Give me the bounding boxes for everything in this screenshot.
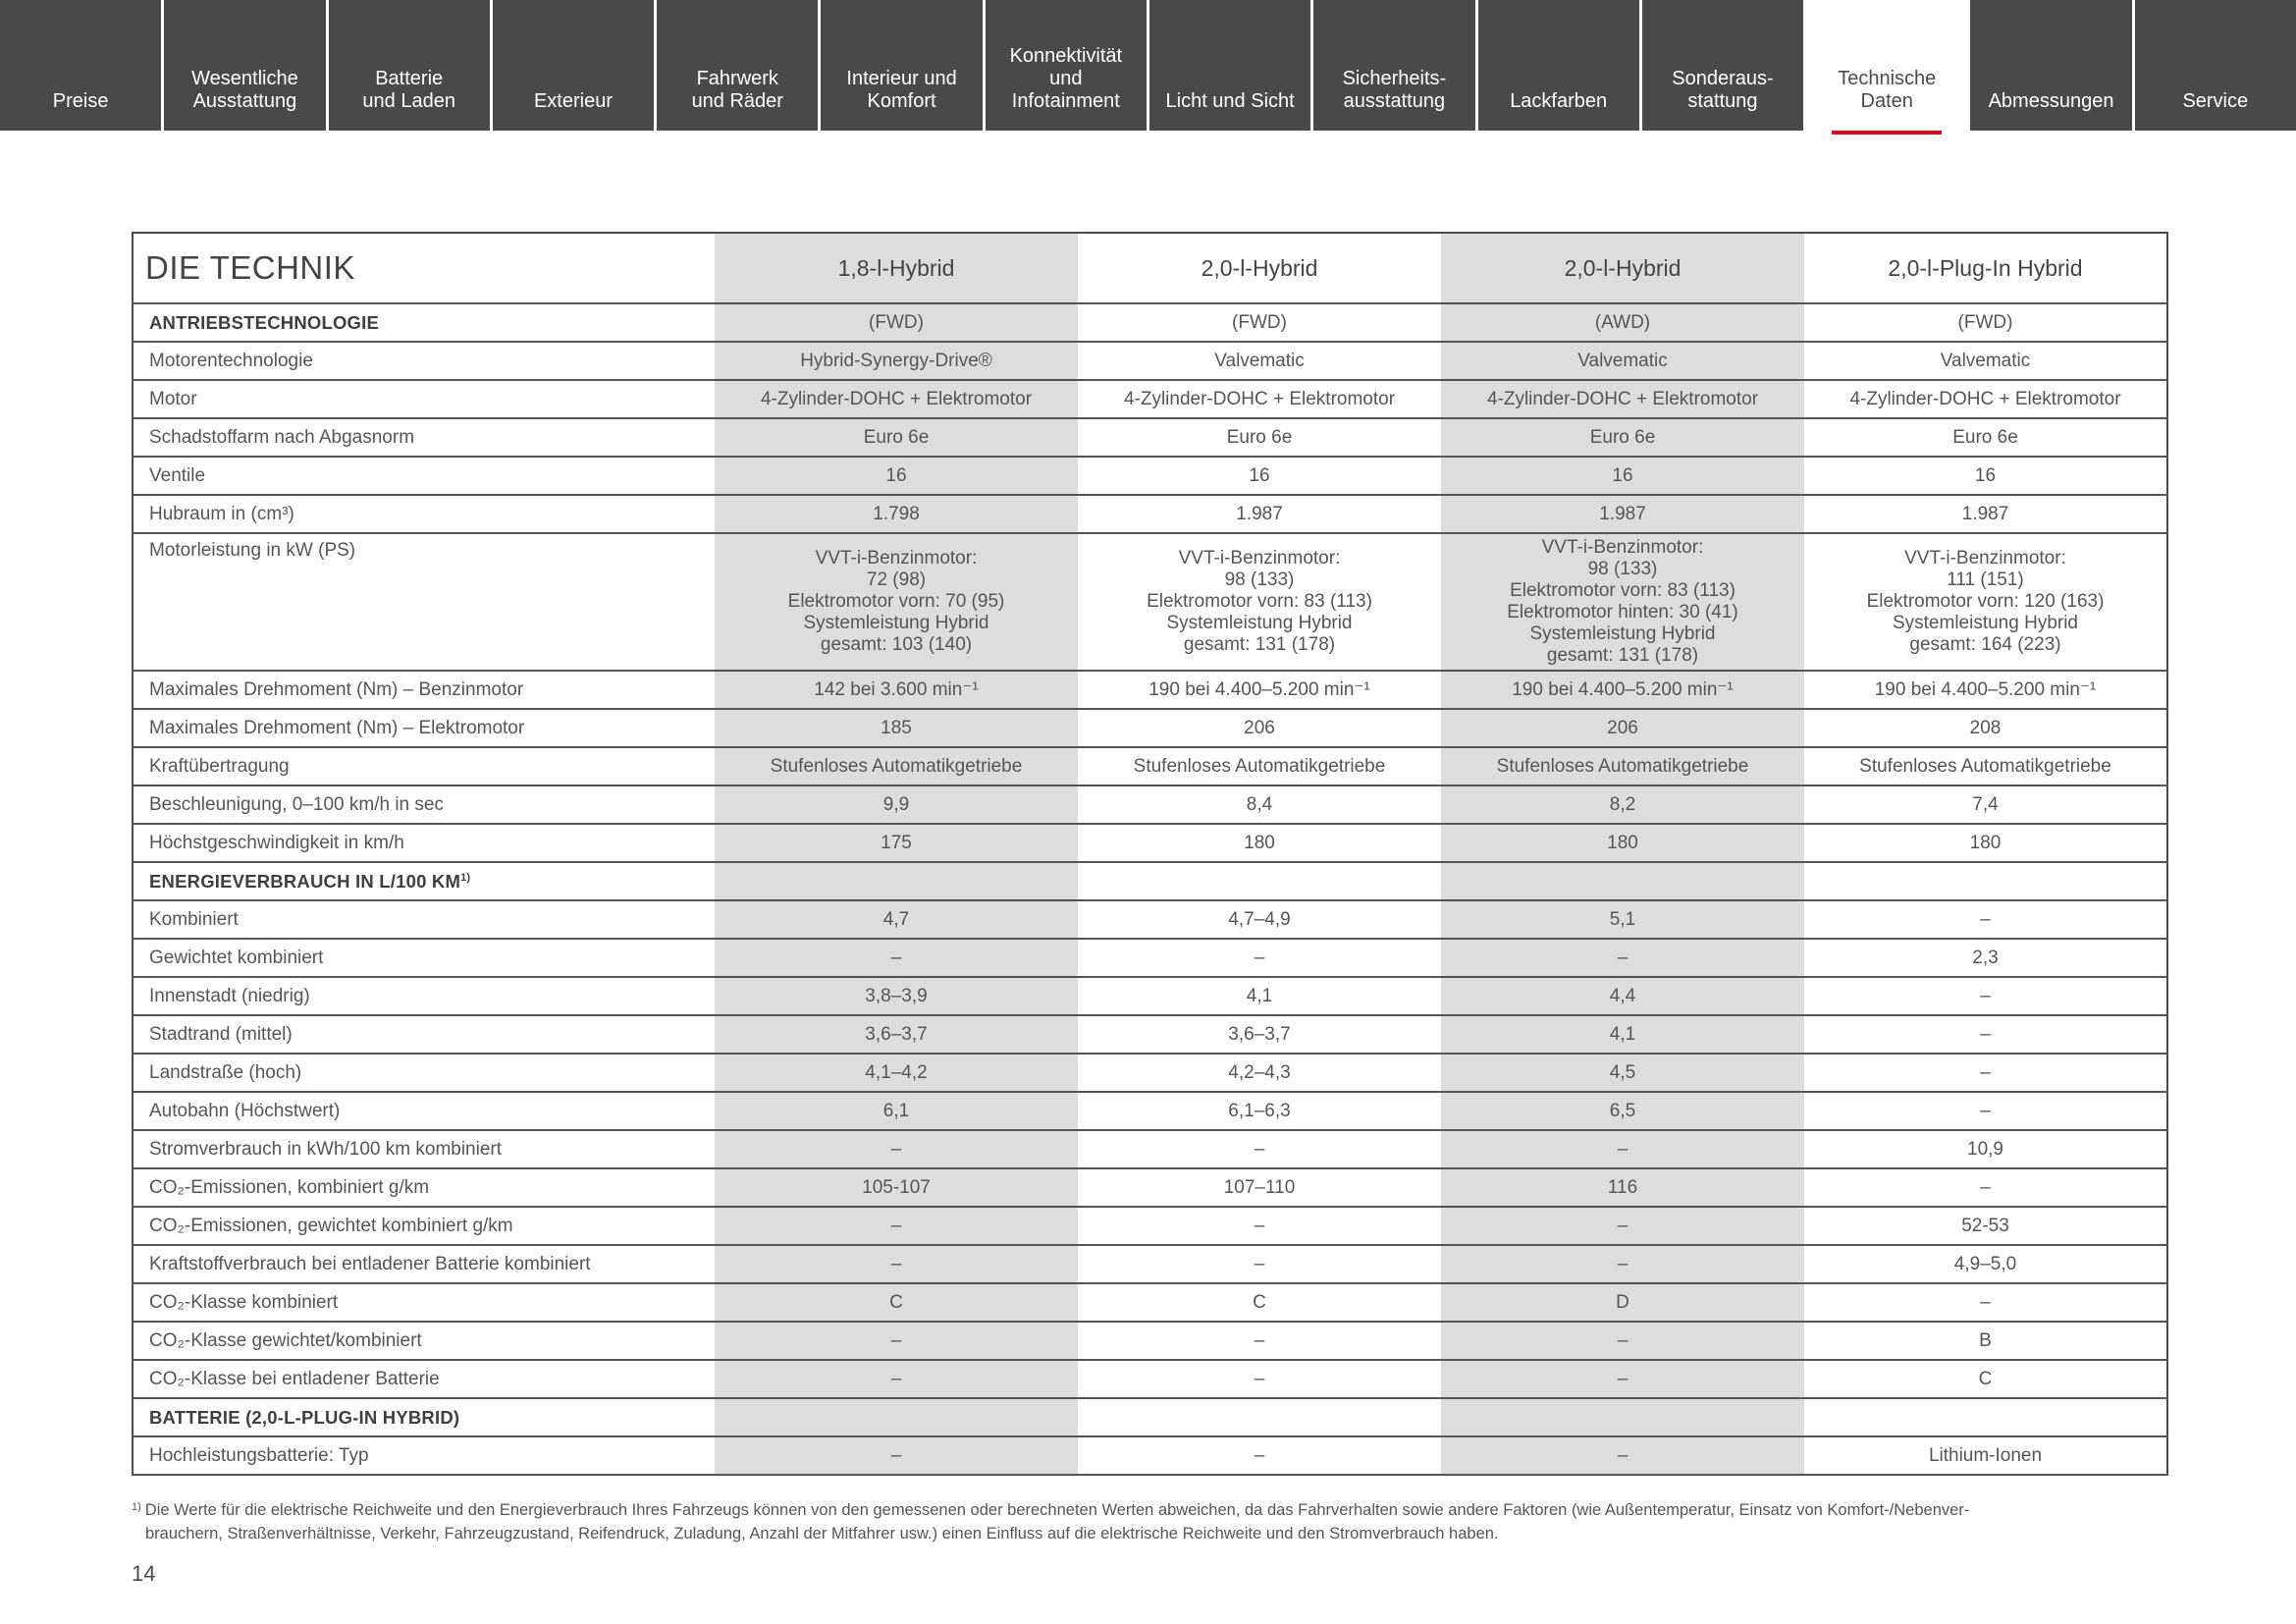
cell-model-4: – — [1804, 977, 2167, 1015]
cell-model-2: – — [1078, 1245, 1441, 1283]
cell-model-2 — [1078, 1398, 1441, 1436]
cell-model-4: 4,9–5,0 — [1804, 1245, 2167, 1283]
cell-model-3: Euro 6e — [1441, 418, 1804, 457]
cell-model-1: 3,8–3,9 — [715, 977, 1078, 1015]
cell-model-4: C — [1804, 1360, 2167, 1398]
cell-model-2: – — [1078, 1130, 1441, 1168]
cell-model-3: Stufenloses Automatikgetriebe — [1441, 747, 1804, 785]
table-row — [133, 457, 2167, 495]
cell-model-2: 4,1 — [1078, 977, 1441, 1015]
cell-model-2: 107–110 — [1078, 1168, 1441, 1207]
table-row — [133, 380, 2167, 418]
cell-model-2: VVT-i-Benzinmotor: 98 (133) Elektromotor vorn: 83 (113) Systemleistung Hybrid gesamt: 131 (178) — [1078, 533, 1441, 671]
table-row — [133, 1168, 2167, 1207]
cell-model-4: 208 — [1804, 709, 2167, 747]
cell-model-3: – — [1441, 1360, 1804, 1398]
section-heading — [133, 862, 715, 900]
cell-model-1: – — [715, 1207, 1078, 1245]
row-label — [133, 1322, 715, 1360]
table-row — [133, 824, 2167, 862]
cell-model-1: – — [715, 1360, 1078, 1398]
row-label — [133, 533, 715, 671]
cell-model-2: (FWD) — [1078, 303, 1441, 342]
cell-model-2: 190 bei 4.400–5.200 min⁻¹ — [1078, 671, 1441, 709]
cell-model-3: – — [1441, 1207, 1804, 1245]
row-label — [133, 1245, 715, 1283]
cell-model-4: Stufenloses Automatikgetriebe — [1804, 747, 2167, 785]
cell-model-1: 4,7 — [715, 900, 1078, 939]
cell-model-3: 190 bei 4.400–5.200 min⁻¹ — [1441, 671, 1804, 709]
row-label-text: Beschleunigung, 0–100 km/h in sec — [149, 793, 444, 815]
cell-model-4: 2,3 — [1804, 939, 2167, 977]
cell-model-4: – — [1804, 1283, 2167, 1322]
cell-model-1: 105-107 — [715, 1168, 1078, 1207]
cell-model-3: Valvematic — [1441, 342, 1804, 380]
model-header-3: 2,0-l-Hybrid — [1441, 233, 1804, 303]
cell-model-1 — [715, 862, 1078, 900]
table-row — [133, 1015, 2167, 1054]
row-label — [133, 342, 715, 380]
row-label-text: ANTRIEBSTECHNOLOGIE — [149, 311, 380, 333]
cell-model-3: 4,1 — [1441, 1015, 1804, 1054]
cell-model-4: – — [1804, 900, 2167, 939]
table-row — [133, 495, 2167, 533]
cell-model-4: 52-53 — [1804, 1207, 2167, 1245]
cell-model-2: Valvematic — [1078, 342, 1441, 380]
cell-model-1: 9,9 — [715, 785, 1078, 824]
cell-model-1: 4-Zylinder-DOHC + Elektromotor — [715, 380, 1078, 418]
row-label-text: Kraftstoffverbrauch bei entladener Batterie kombiniert — [149, 1253, 591, 1274]
cell-model-3: – — [1441, 1245, 1804, 1283]
cell-model-1: – — [715, 1130, 1078, 1168]
row-label-text: CO₂-Klasse kombiniert — [149, 1291, 339, 1313]
cell-model-4: – — [1804, 1054, 2167, 1092]
cell-model-2: 4,7–4,9 — [1078, 900, 1441, 939]
model-header-1: 1,8-l-Hybrid — [715, 233, 1078, 303]
table-row — [133, 1322, 2167, 1360]
cell-model-3 — [1441, 862, 1804, 900]
nav-tab-interieur-und-komfort[interactable]: Interieur und Komfort — [821, 0, 985, 131]
cell-model-4: VVT-i-Benzinmotor: 111 (151) Elektromotor vorn: 120 (163) Systemleistung Hybrid gesamt: 164 (223) — [1804, 533, 2167, 671]
row-label-text: CO₂-Klasse gewichtet/kombiniert — [149, 1329, 422, 1351]
cell-model-4: B — [1804, 1322, 2167, 1360]
row-label-text: Gewichtet kombiniert — [149, 947, 324, 968]
model-header-2: 2,0-l-Hybrid — [1078, 233, 1441, 303]
cell-model-4: 1.987 — [1804, 495, 2167, 533]
cell-model-4: – — [1804, 1015, 2167, 1054]
table-row — [133, 939, 2167, 977]
table-row — [133, 342, 2167, 380]
nav-tab-abmessungen[interactable]: Abmessungen — [1970, 0, 2134, 131]
cell-model-2: – — [1078, 1322, 1441, 1360]
nav-tab-batterie-und-laden[interactable]: Batterie und Laden — [329, 0, 493, 131]
table-row — [133, 747, 2167, 785]
row-label-text: Maximales Drehmoment (Nm) – Elektromotor — [149, 717, 525, 738]
footnote-marker: 1) — [132, 1501, 141, 1513]
cell-model-1: 142 bei 3.600 min⁻¹ — [715, 671, 1078, 709]
row-label-text: Höchstgeschwindigkeit in km/h — [149, 832, 404, 853]
row-label — [133, 1283, 715, 1322]
row-label — [133, 1360, 715, 1398]
nav-tab-lackfarben[interactable]: Lackfarben — [1478, 0, 1642, 131]
cell-model-1: – — [715, 1245, 1078, 1283]
row-label — [133, 709, 715, 747]
cell-model-4: – — [1804, 1092, 2167, 1130]
cell-model-4: – — [1804, 1168, 2167, 1207]
row-label-text: Motor — [149, 388, 197, 409]
footnote-reference: 1) — [460, 871, 471, 884]
cell-model-1: – — [715, 939, 1078, 977]
cell-model-1: (FWD) — [715, 303, 1078, 342]
cell-model-3: (AWD) — [1441, 303, 1804, 342]
cell-model-2: Stufenloses Automatikgetriebe — [1078, 747, 1441, 785]
cell-model-3: – — [1441, 1436, 1804, 1475]
nav-tab-sonderaus-stattung[interactable]: Sonderaus- stattung — [1642, 0, 1806, 131]
cell-model-3: 4,5 — [1441, 1054, 1804, 1092]
page-number: 14 — [132, 1561, 156, 1586]
table-row — [133, 977, 2167, 1015]
row-label-text: Landstraße (hoch) — [149, 1061, 302, 1083]
row-label — [133, 939, 715, 977]
nav-tab-preise[interactable]: Preise — [0, 0, 164, 131]
table-row — [133, 533, 2167, 671]
cell-model-3: 4,4 — [1441, 977, 1804, 1015]
cell-model-2: C — [1078, 1283, 1441, 1322]
cell-model-1: 3,6–3,7 — [715, 1015, 1078, 1054]
cell-model-2: Euro 6e — [1078, 418, 1441, 457]
section-row — [133, 303, 2167, 342]
cell-model-4: Lithium-Ionen — [1804, 1436, 2167, 1475]
cell-model-3: D — [1441, 1283, 1804, 1322]
table-row — [133, 900, 2167, 939]
row-label-text: Ventile — [149, 464, 206, 486]
technical-data-table — [132, 232, 2168, 1476]
row-label-text: Stadtrand (mittel) — [149, 1023, 293, 1045]
row-label-text: Motorleistung in kW (PS) — [149, 540, 356, 561]
cell-model-4: 4-Zylinder-DOHC + Elektromotor — [1804, 380, 2167, 418]
cell-model-4: 7,4 — [1804, 785, 2167, 824]
nav-tab-wesentliche-ausstattung[interactable]: Wesentliche Ausstattung — [164, 0, 328, 131]
cell-model-3: 5,1 — [1441, 900, 1804, 939]
cell-model-3: 206 — [1441, 709, 1804, 747]
cell-model-2: – — [1078, 1436, 1441, 1475]
cell-model-2: – — [1078, 939, 1441, 977]
cell-model-1: 185 — [715, 709, 1078, 747]
table-title: DIE TECHNIK — [133, 233, 715, 303]
footnote — [132, 1498, 2173, 1545]
row-label-text: Maximales Drehmoment (Nm) – Benzinmotor — [149, 678, 524, 700]
cell-model-4: (FWD) — [1804, 303, 2167, 342]
cell-model-2: 8,4 — [1078, 785, 1441, 824]
row-label — [133, 747, 715, 785]
cell-model-2: 206 — [1078, 709, 1441, 747]
row-label — [133, 1130, 715, 1168]
cell-model-4: 16 — [1804, 457, 2167, 495]
table-row — [133, 1436, 2167, 1475]
table-row — [133, 671, 2167, 709]
cell-model-1: Euro 6e — [715, 418, 1078, 457]
table-row — [133, 1130, 2167, 1168]
cell-model-3: – — [1441, 1130, 1804, 1168]
row-label — [133, 418, 715, 457]
row-label-text: Kombiniert — [149, 908, 239, 930]
row-label — [133, 380, 715, 418]
row-label-text: ENERGIEVERBRAUCH IN L/100 KM — [149, 870, 461, 892]
row-label — [133, 495, 715, 533]
table-row — [133, 1092, 2167, 1130]
table-row — [133, 1283, 2167, 1322]
row-label-text: CO₂-Klasse bei entladener Batterie — [149, 1368, 440, 1389]
row-label — [133, 900, 715, 939]
section-nav — [0, 0, 2296, 131]
cell-model-1: – — [715, 1322, 1078, 1360]
row-label — [133, 977, 715, 1015]
nav-tab-sicherheits-ausstattung[interactable]: Sicherheits- ausstattung — [1313, 0, 1477, 131]
footnote-line-1: Die Werte für die elektrische Reichweite und den Energieverbrauch Ihres Fahrzeugs können von den gemessenen oder berechneten Werten abweichen, da das Fahrverhalten sowie andere Faktoren (wie Außentemperatur, Einsatz von Komfort-/Nebenver- — [144, 1501, 1970, 1519]
model-header-4: 2,0-l-Plug-In Hybrid — [1804, 233, 2167, 303]
footnote-line-2: brauchern, Straßenverhältnisse, Verkehr, Fahrzeugzustand, Reifendruck, Zuladung, Anzahl der Mitfahrer usw.) einen Einfluss auf die elektrische Reichweite und den Stromverbrauch haben. — [145, 1525, 1499, 1543]
cell-model-1: – — [715, 1436, 1078, 1475]
row-label-text: BATTERIE (2,0-L-PLUG-IN HYBRID) — [149, 1406, 460, 1428]
cell-model-3 — [1441, 1398, 1804, 1436]
cell-model-3: 4-Zylinder-DOHC + Elektromotor — [1441, 380, 1804, 418]
table-row — [133, 1054, 2167, 1092]
row-label-text: Innenstadt (niedrig) — [149, 985, 310, 1006]
table-row — [133, 1360, 2167, 1398]
cell-model-3: 116 — [1441, 1168, 1804, 1207]
section-row — [133, 1398, 2167, 1436]
nav-tab-licht-und-sicht[interactable]: Licht und Sicht — [1149, 0, 1313, 131]
cell-model-4: 180 — [1804, 824, 2167, 862]
cell-model-2 — [1078, 862, 1441, 900]
row-label-text: CO₂-Emissionen, gewichtet kombiniert g/km — [149, 1215, 513, 1236]
row-label-text: Hubraum in (cm³) — [149, 503, 294, 524]
cell-model-1: 1.798 — [715, 495, 1078, 533]
nav-tab-service[interactable]: Service — [2135, 0, 2296, 131]
section-heading — [133, 1398, 715, 1436]
cell-model-2: 4,2–4,3 — [1078, 1054, 1441, 1092]
cell-model-2: 6,1–6,3 — [1078, 1092, 1441, 1130]
cell-model-1: VVT-i-Benzinmotor: 72 (98) Elektromotor vorn: 70 (95) Systemleistung Hybrid gesamt: 103 (140) — [715, 533, 1078, 671]
table-row — [133, 1207, 2167, 1245]
row-label-text: Motorentechnologie — [149, 350, 313, 371]
cell-model-4: 10,9 — [1804, 1130, 2167, 1168]
cell-model-3: 6,5 — [1441, 1092, 1804, 1130]
table-row — [133, 709, 2167, 747]
row-label — [133, 824, 715, 862]
cell-model-4: Valvematic — [1804, 342, 2167, 380]
cell-model-4 — [1804, 1398, 2167, 1436]
cell-model-1: Stufenloses Automatikgetriebe — [715, 747, 1078, 785]
cell-model-2: 4-Zylinder-DOHC + Elektromotor — [1078, 380, 1441, 418]
row-label — [133, 1436, 715, 1475]
cell-model-2: 3,6–3,7 — [1078, 1015, 1441, 1054]
table-row — [133, 785, 2167, 824]
row-label-text: Stromverbrauch in kWh/100 km kombiniert — [149, 1138, 503, 1160]
cell-model-1: 6,1 — [715, 1092, 1078, 1130]
cell-model-3: 1.987 — [1441, 495, 1804, 533]
cell-model-3: 8,2 — [1441, 785, 1804, 824]
cell-model-2: 1.987 — [1078, 495, 1441, 533]
row-label-text: Kraftübertragung — [149, 755, 290, 777]
cell-model-2: 180 — [1078, 824, 1441, 862]
row-label — [133, 1092, 715, 1130]
cell-model-3: 180 — [1441, 824, 1804, 862]
nav-tab-exterieur[interactable]: Exterieur — [493, 0, 657, 131]
cell-model-3: – — [1441, 939, 1804, 977]
cell-model-4: 190 bei 4.400–5.200 min⁻¹ — [1804, 671, 2167, 709]
row-label — [133, 785, 715, 824]
cell-model-1: 16 — [715, 457, 1078, 495]
row-label-text: Hochleistungsbatterie: Typ — [149, 1444, 369, 1466]
row-label — [133, 1054, 715, 1092]
nav-tab-fahrwerk-und-räder[interactable]: Fahrwerk und Räder — [657, 0, 821, 131]
cell-model-1: Hybrid-Synergy-Drive® — [715, 342, 1078, 380]
cell-model-1: 175 — [715, 824, 1078, 862]
section-heading — [133, 303, 715, 342]
cell-model-2: 16 — [1078, 457, 1441, 495]
nav-tab-technische-daten[interactable]: Technische Daten — [1806, 0, 1970, 131]
row-label — [133, 1015, 715, 1054]
row-label — [133, 1168, 715, 1207]
row-label — [133, 457, 715, 495]
row-label-text: Autobahn (Höchstwert) — [149, 1100, 341, 1121]
cell-model-3: 16 — [1441, 457, 1804, 495]
cell-model-1: 4,1–4,2 — [715, 1054, 1078, 1092]
cell-model-2: – — [1078, 1360, 1441, 1398]
cell-model-2: – — [1078, 1207, 1441, 1245]
cell-model-3: – — [1441, 1322, 1804, 1360]
section-row — [133, 862, 2167, 900]
row-label — [133, 1207, 715, 1245]
nav-tab-konnektivität-und-infotainment[interactable]: Konnektivität und Infotainment — [986, 0, 1149, 131]
cell-model-3: VVT-i-Benzinmotor: 98 (133) Elektromotor vorn: 83 (113) Elektromotor hinten: 30 (41) Systemleistung Hybrid gesamt: 131 (178) — [1441, 533, 1804, 671]
cell-model-4: Euro 6e — [1804, 418, 2167, 457]
table-header-row — [133, 233, 2167, 303]
row-label — [133, 671, 715, 709]
row-label-text: CO₂-Emissionen, kombiniert g/km — [149, 1176, 430, 1198]
table-row — [133, 1245, 2167, 1283]
cell-model-1 — [715, 1398, 1078, 1436]
cell-model-1: C — [715, 1283, 1078, 1322]
row-label-text: Schadstoffarm nach Abgasnorm — [149, 426, 415, 448]
cell-model-4 — [1804, 862, 2167, 900]
table-row — [133, 418, 2167, 457]
